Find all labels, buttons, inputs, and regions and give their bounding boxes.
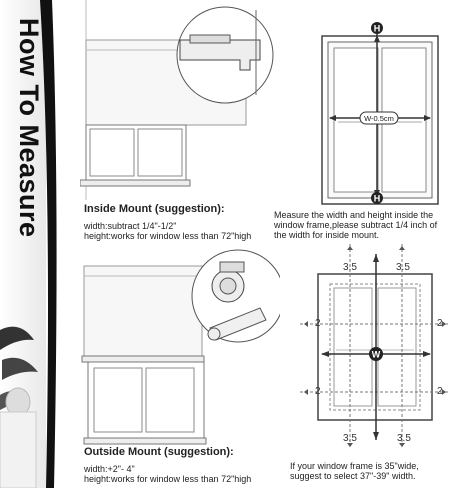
- outside-window-diagram: [300, 244, 450, 449]
- outside-note: If your window frame is 35"wide, suggest to select 37"-39" width.: [290, 461, 419, 481]
- outside-width-line: width:+2"- 4": [84, 464, 135, 474]
- dim-side-left-top: 2: [315, 318, 321, 329]
- inside-window-diagram: [316, 22, 444, 212]
- dim-side-right-bottom: 2: [437, 386, 443, 397]
- dim-top-left: 3.5: [343, 262, 357, 273]
- inside-mount-illustration: [80, 0, 280, 200]
- dim-bottom-right: 3.5: [397, 433, 411, 444]
- dim-side-right-top: 2: [437, 318, 443, 329]
- inside-mount-caption: [84, 203, 274, 241]
- outside-height-line: height:works for window less than 72"high: [84, 474, 252, 484]
- outside-mount-caption: [84, 446, 279, 484]
- page-title: How To Measure: [14, 18, 44, 238]
- inside-width-line: width:subtract 1/4"-1/2": [84, 221, 177, 231]
- inside-height-line: height:works for window less than 72"high: [84, 231, 252, 241]
- inside-note: Measure the width and height inside the window frame,please subtract 1/4 inch of the width for inside mount.: [274, 210, 438, 240]
- w-marker-label: W: [371, 349, 381, 360]
- inside-mount-heading: Inside Mount (suggestion):: [84, 203, 225, 215]
- w-label: W-0.5cm: [364, 114, 394, 123]
- dim-side-left-bottom: 2: [315, 386, 321, 397]
- dim-top-right: 3.5: [396, 262, 410, 273]
- dim-bottom-left: 3.5: [343, 433, 357, 444]
- outside-mount-heading: Outside Mount (suggestion):: [84, 446, 234, 458]
- side-bar: [0, 0, 58, 488]
- h-marker-top-label: H: [373, 23, 381, 34]
- outside-mount-illustration: [80, 248, 280, 448]
- h-marker-bottom-label: H: [373, 193, 381, 204]
